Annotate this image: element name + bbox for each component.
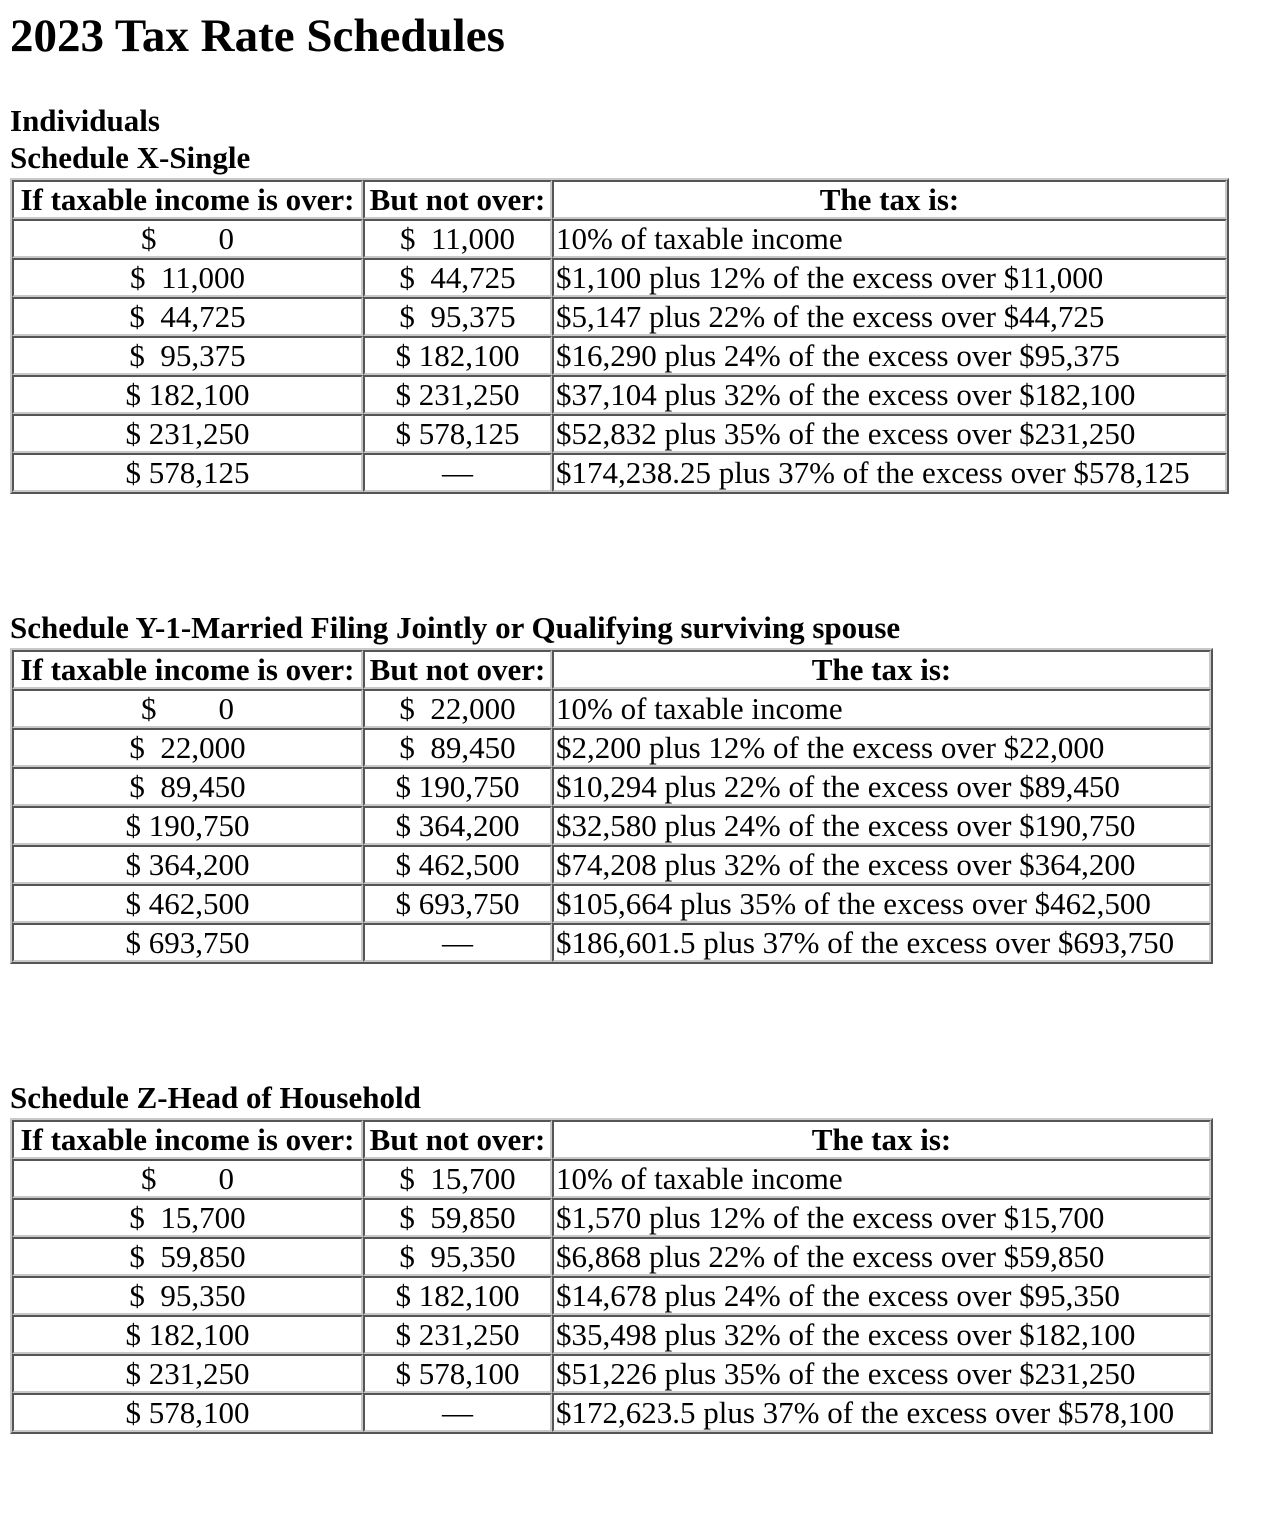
- cell-not-over: $ 578,100: [363, 1354, 552, 1393]
- header-over: If taxable income is over:: [12, 180, 363, 219]
- cell-tax: $174,238.25 plus 37% of the excess over $578,125: [552, 453, 1227, 492]
- cell-not-over: $ 364,200: [363, 806, 552, 845]
- cell-not-over: $ 89,450: [363, 728, 552, 767]
- table-row: [12, 1198, 1211, 1237]
- cell-tax: 10% of taxable income: [552, 219, 1227, 258]
- cell-over: $ 231,250: [12, 1354, 363, 1393]
- header-not-over: But not over:: [363, 180, 552, 219]
- cell-not-over: $ 59,850: [363, 1198, 552, 1237]
- table-row: [12, 297, 1227, 336]
- header-tax: The tax is:: [552, 650, 1211, 689]
- schedule-y1-table: [10, 648, 1213, 964]
- cell-not-over: $ 190,750: [363, 767, 552, 806]
- cell-not-over: $ 22,000: [363, 689, 552, 728]
- table-row: [12, 1315, 1211, 1354]
- header-over: If taxable income is over:: [12, 650, 363, 689]
- cell-tax: $1,570 plus 12% of the excess over $15,700: [552, 1198, 1211, 1237]
- table-row: [12, 1393, 1211, 1432]
- cell-tax: $52,832 plus 35% of the excess over $231,250: [552, 414, 1227, 453]
- cell-not-over: $ 182,100: [363, 1276, 552, 1315]
- cell-tax: $2,200 plus 12% of the excess over $22,000: [552, 728, 1211, 767]
- cell-not-over: $ 231,250: [363, 1315, 552, 1354]
- schedule-z-title: Schedule Z-Head of Household: [10, 1080, 421, 1115]
- cell-tax: $37,104 plus 32% of the excess over $182,100: [552, 375, 1227, 414]
- cell-over: $ 364,200: [12, 845, 363, 884]
- cell-tax: $51,226 plus 35% of the excess over $231,250: [552, 1354, 1211, 1393]
- cell-over: $ 182,100: [12, 1315, 363, 1354]
- cell-tax: 10% of taxable income: [552, 689, 1211, 728]
- table-row: [12, 1237, 1211, 1276]
- cell-tax: $74,208 plus 32% of the excess over $364,200: [552, 845, 1211, 884]
- cell-tax: $172,623.5 plus 37% of the excess over $578,100: [552, 1393, 1211, 1432]
- header-over: If taxable income is over:: [12, 1120, 363, 1159]
- table-row: [12, 219, 1227, 258]
- cell-not-over: $ 15,700: [363, 1159, 552, 1198]
- header-tax: The tax is:: [552, 180, 1227, 219]
- cell-over: $ 44,725: [12, 297, 363, 336]
- schedule-x-title: Schedule X-Single: [10, 140, 251, 175]
- table-row: [12, 375, 1227, 414]
- table-row: [12, 728, 1211, 767]
- cell-not-over: $ 95,375: [363, 297, 552, 336]
- table-row: [12, 923, 1211, 962]
- cell-over: $ 0: [12, 1159, 363, 1198]
- cell-over: $ 15,700: [12, 1198, 363, 1237]
- cell-tax: $16,290 plus 24% of the excess over $95,375: [552, 336, 1227, 375]
- cell-tax: 10% of taxable income: [552, 1159, 1211, 1198]
- table-row: [12, 258, 1227, 297]
- schedule-x-table: [10, 178, 1229, 494]
- header-not-over: But not over:: [363, 650, 552, 689]
- cell-not-over: $ 578,125: [363, 414, 552, 453]
- header-row: [12, 650, 1211, 689]
- cell-tax: $35,498 plus 32% of the excess over $182,100: [552, 1315, 1211, 1354]
- cell-tax: $6,868 plus 22% of the excess over $59,850: [552, 1237, 1211, 1276]
- cell-not-over: —: [363, 923, 552, 962]
- table-row: [12, 1354, 1211, 1393]
- cell-not-over: $ 693,750: [363, 884, 552, 923]
- table-row: [12, 884, 1211, 923]
- cell-not-over: $ 231,250: [363, 375, 552, 414]
- page-title: 2023 Tax Rate Schedules: [10, 10, 505, 62]
- cell-not-over: $ 95,350: [363, 1237, 552, 1276]
- cell-over: $ 578,100: [12, 1393, 363, 1432]
- cell-over: $ 11,000: [12, 258, 363, 297]
- cell-over: $ 59,850: [12, 1237, 363, 1276]
- cell-tax: $1,100 plus 12% of the excess over $11,000: [552, 258, 1227, 297]
- header-not-over: But not over:: [363, 1120, 552, 1159]
- cell-over: $ 95,350: [12, 1276, 363, 1315]
- table-row: [12, 453, 1227, 492]
- table-row: [12, 336, 1227, 375]
- schedule-z-table: [10, 1118, 1213, 1434]
- cell-not-over: $ 182,100: [363, 336, 552, 375]
- header-row: [12, 180, 1227, 219]
- table-row: [12, 806, 1211, 845]
- cell-over: $ 22,000: [12, 728, 363, 767]
- header-tax: The tax is:: [552, 1120, 1211, 1159]
- table-row: [12, 1159, 1211, 1198]
- table-row: [12, 767, 1211, 806]
- cell-over: $ 231,250: [12, 414, 363, 453]
- cell-over: $ 0: [12, 689, 363, 728]
- cell-over: $ 182,100: [12, 375, 363, 414]
- cell-over: $ 578,125: [12, 453, 363, 492]
- cell-not-over: $ 462,500: [363, 845, 552, 884]
- cell-not-over: $ 11,000: [363, 219, 552, 258]
- table-row: [12, 689, 1211, 728]
- table-row: [12, 845, 1211, 884]
- cell-over: $ 693,750: [12, 923, 363, 962]
- cell-tax: $105,664 plus 35% of the excess over $462,500: [552, 884, 1211, 923]
- cell-tax: $32,580 plus 24% of the excess over $190,750: [552, 806, 1211, 845]
- table-row: [12, 414, 1227, 453]
- cell-tax: $14,678 plus 24% of the excess over $95,350: [552, 1276, 1211, 1315]
- cell-not-over: $ 44,725: [363, 258, 552, 297]
- header-row: [12, 1120, 1211, 1159]
- cell-over: $ 0: [12, 219, 363, 258]
- cell-over: $ 95,375: [12, 336, 363, 375]
- cell-over: $ 190,750: [12, 806, 363, 845]
- cell-tax: $186,601.5 plus 37% of the excess over $693,750: [552, 923, 1211, 962]
- cell-tax: $10,294 plus 22% of the excess over $89,450: [552, 767, 1211, 806]
- cell-tax: $5,147 plus 22% of the excess over $44,725: [552, 297, 1227, 336]
- cell-not-over: —: [363, 1393, 552, 1432]
- cell-over: $ 462,500: [12, 884, 363, 923]
- schedule-y1-title: Schedule Y-1-Married Filing Jointly or Qualifying surviving spouse: [10, 610, 901, 645]
- cell-over: $ 89,450: [12, 767, 363, 806]
- section-label-individuals: Individuals: [10, 103, 160, 138]
- cell-not-over: —: [363, 453, 552, 492]
- table-row: [12, 1276, 1211, 1315]
